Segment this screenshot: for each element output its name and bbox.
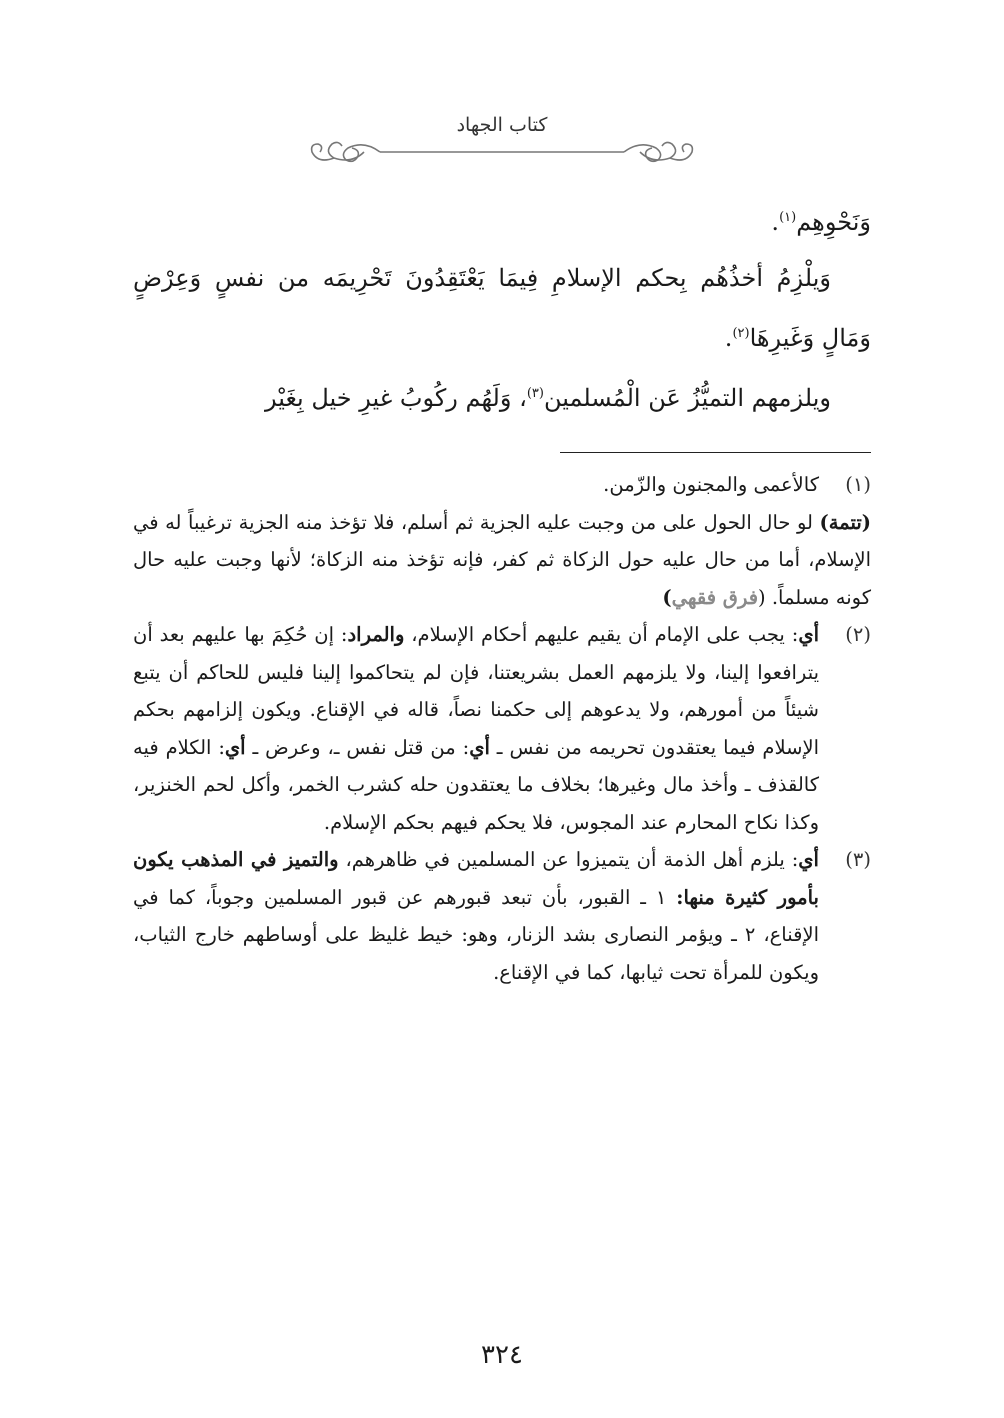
footnote-2: (٢) أي: يجب على الإمام أن يقيم عليهم أحكام الإسلام، والمراد: إن حُكِمَ بها عليهم بعد أن يترافعوا إلينا، ولا يلزمهم العمل بشريعتنا، فإن لم يتحاكموا إلينا فليس للحاكم أن يتبع شيئاً من أمورهم، ولا يدعوهم إلى حكمنا نصاً، قاله في الإقناع. ويكون إلزامهم بحكم الإسلام فيما يعتقدون تحريمه من نفس ـ أي: من قتل نفس ـ، وعرض ـ أي: الكلام فيه كالقذف ـ وأخذ مال وغيرها؛ بخلاف ما يعتقدون حله كشرب الخمر، وأكل لحم الخنزير، وكذا نكاح المحارم عند المجوس، فلا يحكم فيهم بحكم الإسلام. xyxy=(133,616,871,841)
paragraph-1: وَنَحْوِهِم$^{(١)}$. xyxy=(771,208,871,236)
footnotes xyxy=(133,466,871,991)
page-header xyxy=(300,108,704,168)
source-label: فرق فقهي xyxy=(671,585,759,609)
paragraph-3: ويلزمهم التميُّزُ عَن الْمُسلمين$^{(٣)}$، وَلَهُم ركُوبُ غيرِ خيل بِغَيْر xyxy=(264,384,831,412)
header-title: كتاب الجهاد xyxy=(456,114,548,136)
footnote-number: (١) xyxy=(845,473,871,496)
page-number: ٣٢٤ xyxy=(481,1340,523,1370)
footnote-3: (٣) أي: يلزم أهل الذمة أن يتميزوا عن المسلمين في ظاهرهم، والتميز في المذهب يكون بأمور كثيرة منها: ١ ـ القبور، بأن تبعد قبورهم عن قبور المسلمين وجوباً، كما في الإقناع، ٢ ـ ويؤمر النصارى بشد الزنار، وهو: خيط غليظ على أوساطهم خارج الثياب، ويكون للمرأة تحت ثيابها، كما في الإقناع. xyxy=(133,841,871,991)
footnote-separator xyxy=(560,452,871,453)
paragraph-2: وَيلْزِمُ أخذُهُم بِحكم الإسلامِ فِيمَا يَعْتَقِدُونَ تَحْرِيمَه من نفسٍ وَعِرْضٍ وَمَالٍ وَغَيرِهَا$^{(٢)}$. xyxy=(133,264,871,352)
footnote-1: (١) كالأعمى والمجنون والزّمن. xyxy=(133,466,871,504)
footnote-ref-3[interactable]: (٣) xyxy=(526,386,544,401)
footnote-ref-2[interactable]: (٢) xyxy=(732,326,750,341)
footnote-ref-1[interactable]: (١) xyxy=(779,210,797,225)
main-text xyxy=(133,190,871,426)
footnote-number: (٢) xyxy=(845,623,871,646)
footnote-1-tatimma: (تتمة) لو حال الحول على من وجبت عليه الجزية ثم أسلم، فلا تؤخذ منه الجزية ترغيباً له في الإسلام، أما من حال عليه حول الزكاة ثم كفر، فإنه تؤخذ منه الزكاة؛ لأنها وجبت عليه حال كونه مسلماً. (فرق فقهي) xyxy=(133,510,871,609)
vine-scroll-ornament-icon xyxy=(300,136,704,168)
footnote-number: (٣) xyxy=(845,848,871,871)
